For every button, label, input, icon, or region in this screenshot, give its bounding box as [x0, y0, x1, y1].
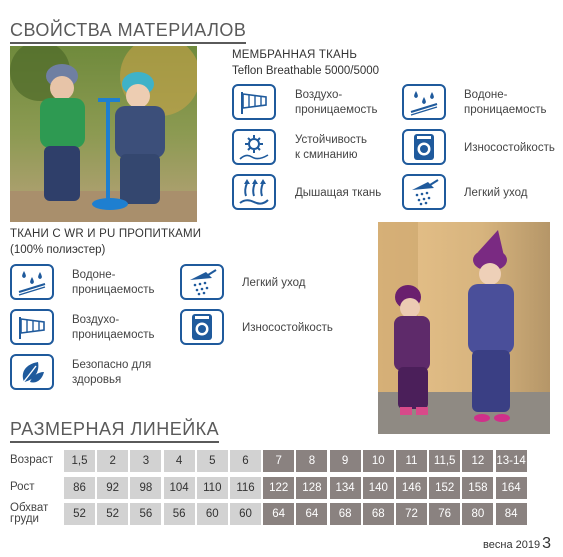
size-cell: 9 [330, 450, 361, 472]
size-cell: 134 [330, 477, 361, 499]
size-row-label: Рост [10, 481, 35, 493]
size-cell: 158 [462, 477, 493, 499]
gear-wrinkle-icon [232, 129, 276, 165]
membrane-label-crease: Устойчивость к сминанию [295, 134, 368, 161]
size-cell: 56 [164, 503, 195, 525]
size-cell: 140 [363, 477, 394, 499]
wr-subheading: (100% полиэстер) [10, 244, 106, 256]
page-number: 3 [542, 535, 551, 552]
wr-label-wear: Износостойкость [242, 322, 333, 334]
size-row-label: Обхват груди [10, 502, 49, 525]
size-cell: 128 [296, 477, 327, 499]
size-cell: 11 [396, 450, 427, 472]
page-footer [483, 535, 551, 553]
shower-icon [402, 174, 446, 210]
size-cell: 4 [164, 450, 195, 472]
size-cell: 80 [462, 503, 493, 525]
size-cell: 76 [429, 503, 460, 525]
membrane-heading: МЕМБРАННАЯ ТКАНЬ [232, 49, 358, 61]
size-cell: 56 [130, 503, 161, 525]
size-cell: 12 [462, 450, 493, 472]
size-cell: 13-14 [496, 450, 527, 472]
wr-label-air: Воздухо- проницаемость [72, 314, 155, 341]
shower-icon [180, 264, 224, 300]
size-cell: 60 [197, 503, 228, 525]
size-cell: 110 [197, 477, 228, 499]
wr-label-safe: Безопасно для здоровья [72, 359, 152, 386]
size-cell: 164 [496, 477, 527, 499]
materials-title: СВОЙСТВА МАТЕРИАЛОВ [10, 20, 246, 44]
membrane-subheading: Teflon Breathable 5000/5000 [232, 65, 380, 77]
size-cell: 98 [130, 477, 161, 499]
size-cell: 11,5 [429, 450, 460, 472]
breathable-arrows-icon [232, 174, 276, 210]
size-cell: 86 [64, 477, 95, 499]
season-label: весна 2019 [483, 539, 541, 551]
size-cell: 116 [230, 477, 261, 499]
water-drops-icon [402, 84, 446, 120]
size-cell: 2 [97, 450, 128, 472]
size-cell: 152 [429, 477, 460, 499]
washing-machine-icon [402, 129, 446, 165]
washing-machine-icon [180, 309, 224, 345]
size-cell: 7 [263, 450, 294, 472]
size-cell: 52 [97, 503, 128, 525]
water-drops-icon [10, 264, 54, 300]
wr-label-water: Водоне- проницаемость [72, 269, 155, 296]
membrane-label-breath: Дышащая ткань [295, 187, 382, 199]
size-cell: 64 [263, 503, 294, 525]
membrane-label-wear: Износостойкость [464, 142, 555, 154]
size-cell: 72 [396, 503, 427, 525]
wr-label-care: Легкий уход [242, 277, 306, 289]
size-cell: 1,5 [64, 450, 95, 472]
leaf-icon [10, 354, 54, 390]
size-cell: 104 [164, 477, 195, 499]
windsock-icon [232, 84, 276, 120]
size-cell: 8 [296, 450, 327, 472]
size-cell: 146 [396, 477, 427, 499]
size-cell: 68 [330, 503, 361, 525]
size-cell: 60 [230, 503, 261, 525]
size-cell: 10 [363, 450, 394, 472]
size-cell: 84 [496, 503, 527, 525]
sizes-title: РАЗМЕРНАЯ ЛИНЕЙКА [10, 419, 219, 443]
size-cell: 52 [64, 503, 95, 525]
membrane-label-care: Легкий уход [464, 187, 528, 199]
size-cell: 5 [197, 450, 228, 472]
photo-girls-purple [378, 222, 550, 434]
wr-heading: ТКАНИ С WR И PU ПРОПИТКАМИ [10, 228, 202, 240]
membrane-label-water: Водоне- проницаемость [464, 89, 547, 116]
membrane-label-air: Воздухо- проницаемость [295, 89, 378, 116]
size-cell: 68 [363, 503, 394, 525]
windsock-icon [10, 309, 54, 345]
size-cell: 64 [296, 503, 327, 525]
size-row-label: Возраст [10, 454, 54, 466]
size-cell: 122 [263, 477, 294, 499]
size-cell: 3 [130, 450, 161, 472]
size-cell: 6 [230, 450, 261, 472]
photo-kids-scooter [10, 46, 197, 222]
size-cell: 92 [97, 477, 128, 499]
